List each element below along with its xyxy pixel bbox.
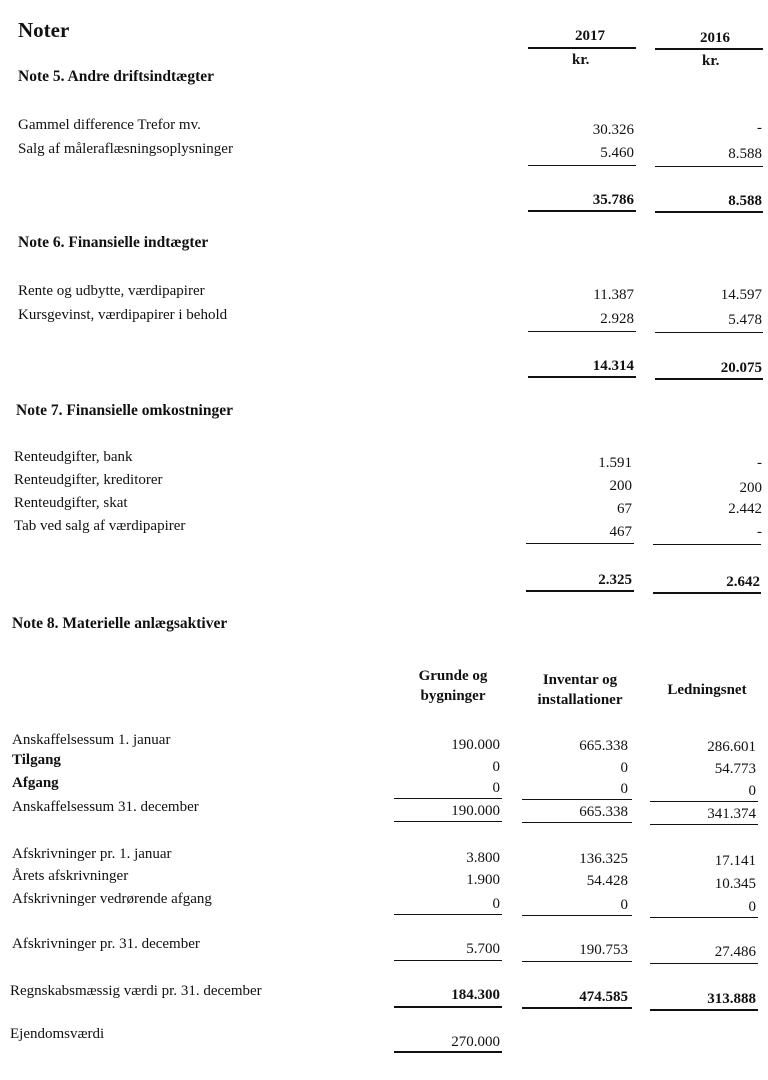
note8-row5-inventar: 136.325 bbox=[579, 851, 628, 867]
note8-row3-label: Afgang bbox=[12, 775, 59, 791]
note8-row7-inventar: 0 bbox=[620, 897, 628, 913]
note5-row2-2016: 8.588 bbox=[728, 146, 762, 162]
note6-row2-2017: 2.928 bbox=[600, 311, 634, 327]
note8-regnskab-rule-3 bbox=[650, 1009, 758, 1011]
note6-row1-label: Rente og udbytte, værdipapirer bbox=[18, 283, 205, 299]
note8-row1-ledningsnet: 286.601 bbox=[707, 739, 756, 755]
note8-row1-inventar: 665.338 bbox=[579, 738, 628, 754]
note8-afskr-rule-2 bbox=[522, 915, 632, 916]
note8-row6-grunde: 1.900 bbox=[466, 872, 500, 888]
note6-subtotal-rule-2016 bbox=[655, 332, 763, 333]
note6-subtotal-rule-2017 bbox=[528, 331, 636, 332]
header-rule-2016 bbox=[655, 48, 763, 50]
note8-afgang-rule-3 bbox=[650, 801, 758, 802]
note8-row10-label: Ejendomsværdi bbox=[10, 1026, 105, 1042]
note5-row1-2016: - bbox=[757, 120, 762, 136]
note5-total-2017: 35.786 bbox=[592, 192, 634, 208]
note6-total-rule-2017 bbox=[528, 376, 636, 378]
note5-row1-label: Gammel difference Trefor mv. bbox=[18, 117, 201, 133]
note8-row6-label: Årets afskrivninger bbox=[12, 868, 129, 884]
note7-row2-label: Renteudgifter, kreditorer bbox=[14, 472, 163, 488]
note5-total-rule-2017 bbox=[528, 210, 636, 212]
note8-row8-inventar: 190.753 bbox=[579, 942, 628, 958]
year-header-2017: 2017 bbox=[575, 28, 605, 44]
note8-row8-ledningsnet: 27.486 bbox=[714, 944, 756, 960]
note5-row2-label: Salg af måleraflæsningsoplysninger bbox=[18, 141, 233, 157]
note5-total-2016: 8.588 bbox=[728, 193, 762, 209]
note8-afgang-rule-2 bbox=[522, 799, 632, 800]
note8-afskr-rule-3 bbox=[650, 917, 758, 918]
note5-subtotal-rule-2016 bbox=[655, 166, 763, 167]
note7-row1-2017: 1.591 bbox=[598, 455, 632, 471]
note8-row3-inventar: 0 bbox=[620, 781, 628, 797]
note8-row1-grunde: 190.000 bbox=[451, 737, 500, 753]
header-rule-2017 bbox=[528, 47, 636, 49]
note8-row8-grunde: 5.700 bbox=[466, 941, 500, 957]
note8-row4-ledningsnet: 341.374 bbox=[707, 806, 756, 822]
note8-regnskab-rule-1 bbox=[394, 1006, 502, 1008]
note7-row1-2016: - bbox=[757, 455, 762, 471]
note8-row7-grunde: 0 bbox=[492, 896, 500, 912]
note7-row3-2016: 2.442 bbox=[728, 501, 762, 517]
page-title: Noter bbox=[18, 18, 70, 42]
note8-row6-inventar: 54.428 bbox=[586, 873, 628, 889]
note7-total-2016: 2.642 bbox=[726, 574, 760, 590]
note8-afskr31-rule-1 bbox=[394, 960, 502, 961]
note8-afskr31-rule-3 bbox=[650, 963, 758, 964]
note5-subtotal-rule-2017 bbox=[528, 165, 636, 166]
note8-row4-label: Anskaffelsessum 31. december bbox=[12, 799, 199, 815]
note6-row2-2016: 5.478 bbox=[728, 312, 762, 328]
note8-anskaf-rule-3 bbox=[650, 824, 758, 825]
note8-row3-ledningsnet: 0 bbox=[748, 783, 756, 799]
note8-afskr-rule-1 bbox=[394, 914, 502, 915]
note7-row1-label: Renteudgifter, bank bbox=[14, 449, 133, 465]
note8-row3-grunde: 0 bbox=[492, 780, 500, 796]
note8-afgang-rule-1 bbox=[394, 798, 502, 799]
note8-row9-label: Regnskabsmæssig værdi pr. 31. december bbox=[10, 983, 262, 999]
note8-title: Note 8. Materielle anlægsaktiver bbox=[12, 615, 228, 632]
note8-row4-inventar: 665.338 bbox=[579, 804, 628, 820]
note7-subtotal-rule-2016 bbox=[653, 544, 761, 545]
note5-title: Note 5. Andre driftsindtægter bbox=[18, 68, 215, 85]
note8-row9-inventar: 474.585 bbox=[579, 989, 628, 1005]
note8-row4-grunde: 190.000 bbox=[451, 803, 500, 819]
note8-row5-label: Afskrivninger pr. 1. januar bbox=[12, 846, 172, 862]
note7-row2-2016: 200 bbox=[739, 480, 762, 496]
note7-title: Note 7. Finansielle omkostninger bbox=[16, 402, 233, 419]
note7-row3-2017: 67 bbox=[617, 501, 632, 517]
note5-total-rule-2016 bbox=[655, 211, 763, 213]
note6-row1-2016: 14.597 bbox=[720, 287, 762, 303]
note7-subtotal-rule-2017 bbox=[526, 543, 634, 544]
currency-label-2016: kr. bbox=[702, 53, 720, 69]
note6-total-2017: 14.314 bbox=[592, 358, 634, 374]
note8-regnskab-rule-2 bbox=[522, 1007, 632, 1009]
note8-row2-inventar: 0 bbox=[620, 760, 628, 776]
note8-row8-label: Afskrivninger pr. 31. december bbox=[12, 936, 200, 952]
note8-row2-label: Tilgang bbox=[12, 752, 61, 768]
note8-row9-ledningsnet: 313.888 bbox=[707, 991, 756, 1007]
note8-row5-grunde: 3.800 bbox=[466, 850, 500, 866]
note8-row7-ledningsnet: 0 bbox=[748, 899, 756, 915]
note8-ejendom-rule-1 bbox=[394, 1051, 502, 1053]
note7-row4-label: Tab ved salg af værdipapirer bbox=[14, 518, 186, 534]
currency-label-2017: kr. bbox=[572, 52, 590, 68]
note8-row2-grunde: 0 bbox=[492, 759, 500, 775]
note8-row10-grunde: 270.000 bbox=[451, 1034, 500, 1050]
note8-col-grunde: Grunde og bygninger bbox=[418, 668, 488, 704]
note7-row3-label: Renteudgifter, skat bbox=[14, 495, 128, 511]
note8-col-inventar: Inventar og installationer bbox=[537, 672, 623, 708]
note6-row1-2017: 11.387 bbox=[593, 287, 634, 303]
note6-total-2016: 20.075 bbox=[720, 360, 762, 376]
note8-row1-label: Anskaffelsessum 1. januar bbox=[12, 732, 171, 748]
note7-total-rule-2016 bbox=[653, 592, 761, 594]
note8-row6-ledningsnet: 10.345 bbox=[714, 876, 756, 892]
note6-row2-label: Kursgevinst, værdipapirer i behold bbox=[18, 307, 228, 323]
note8-anskaf-rule-1 bbox=[394, 821, 502, 822]
note6-title: Note 6. Finansielle indtægter bbox=[18, 234, 209, 251]
note8-anskaf-rule-2 bbox=[522, 822, 632, 823]
note7-total-2017: 2.325 bbox=[598, 572, 632, 588]
note8-row5-ledningsnet: 17.141 bbox=[714, 853, 756, 869]
note5-row1-2017: 30.326 bbox=[592, 122, 634, 138]
note7-row4-2016: - bbox=[757, 524, 762, 540]
note7-row4-2017: 467 bbox=[609, 524, 632, 540]
note8-row2-ledningsnet: 54.773 bbox=[714, 761, 756, 777]
year-header-2016: 2016 bbox=[700, 30, 730, 46]
note7-total-rule-2017 bbox=[526, 590, 634, 592]
note5-row2-2017: 5.460 bbox=[600, 145, 634, 161]
note7-row2-2017: 200 bbox=[609, 478, 632, 494]
note8-afskr31-rule-2 bbox=[522, 961, 632, 962]
note6-total-rule-2016 bbox=[655, 378, 763, 380]
note8-row9-grunde: 184.300 bbox=[451, 987, 500, 1003]
note8-row7-label: Afskrivninger vedrørende afgang bbox=[12, 891, 212, 907]
note8-col-ledningsnet: Ledningsnet bbox=[667, 682, 747, 698]
